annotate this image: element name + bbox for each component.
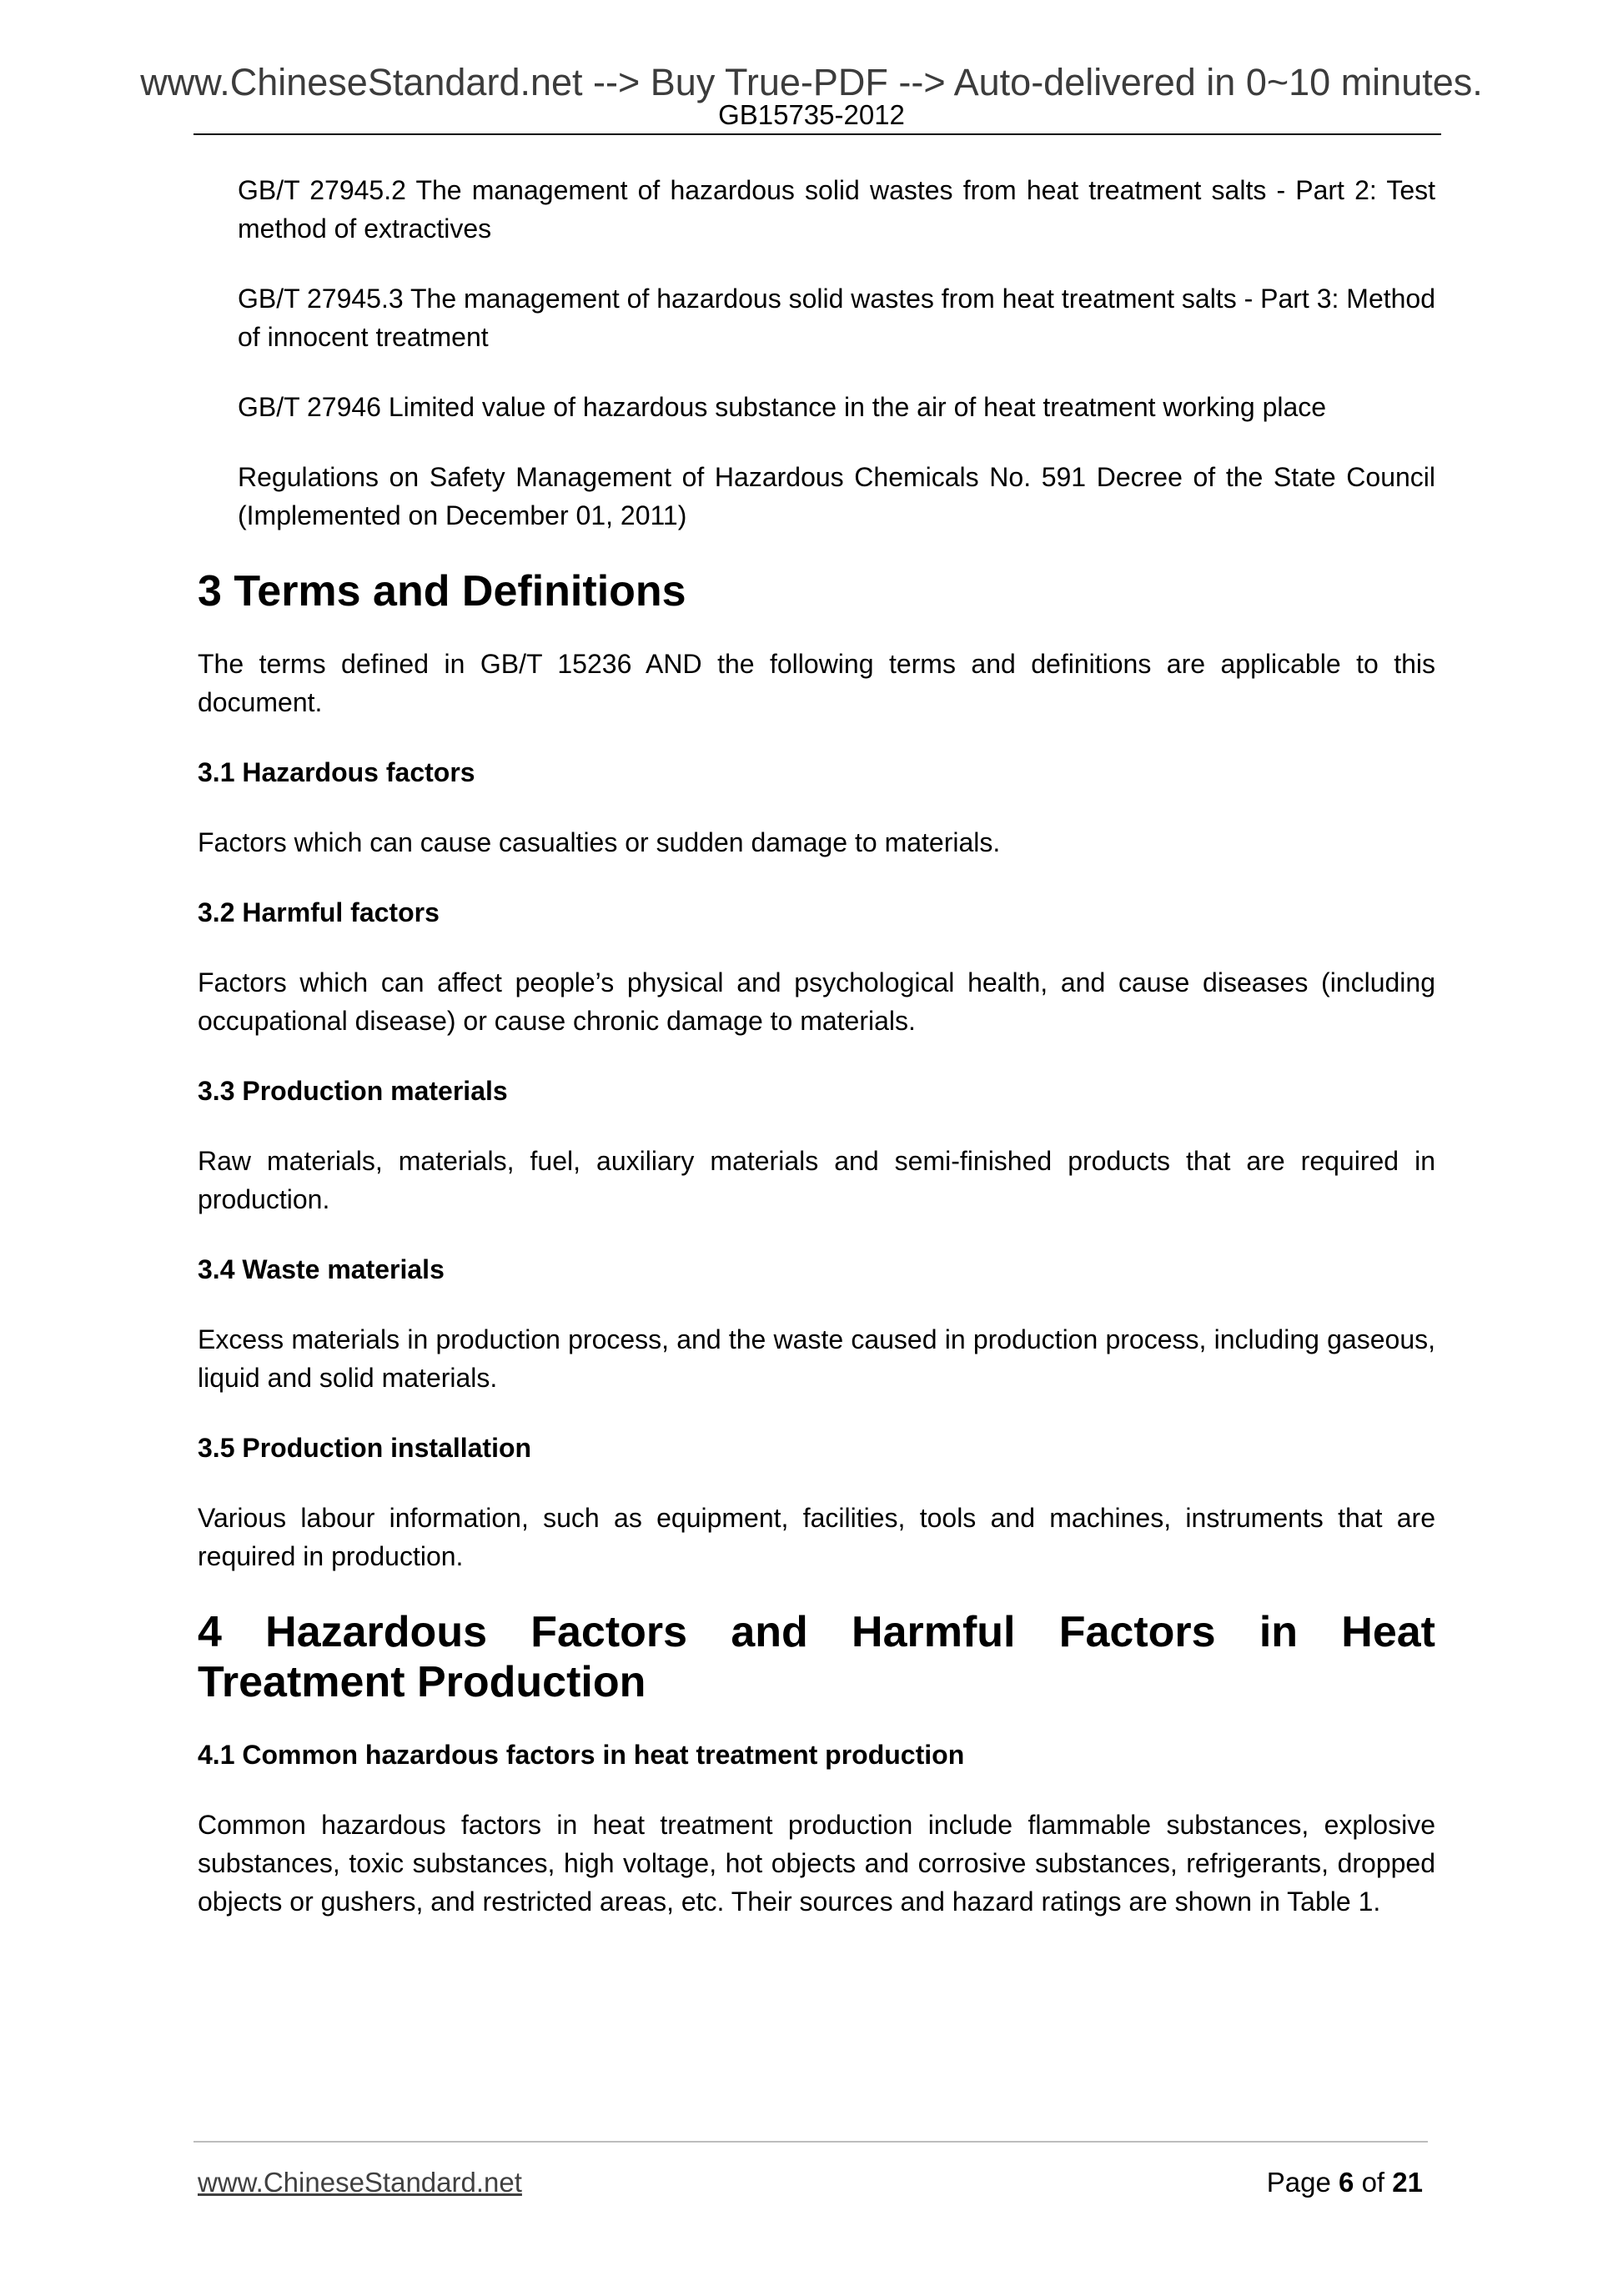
- term-definition: Factors which can cause casualties or sudden damage to materials.: [198, 827, 1001, 857]
- term-heading: 3.4 Waste materials: [198, 1254, 445, 1284]
- term-definition: Various labour information, such as equipment, facilities, tools and machines, instruments that are required in production.: [198, 1503, 1435, 1571]
- page-number: [1267, 2168, 1423, 2196]
- subsection-4-1-heading: 4.1 Common hazardous factors in heat treatment production: [198, 1740, 965, 1770]
- section-4-heading-line2: Treatment Production: [198, 1658, 646, 1706]
- term-definition: Excess materials in production process, and the waste caused in production process, including gaseous, liquid and solid materials.: [198, 1324, 1435, 1393]
- section-4-heading-line1: 4 Hazardous Factors and Harmful Factors in Heat: [198, 1608, 1435, 1656]
- term-heading: 3.2 Harmful factors: [198, 897, 440, 927]
- footer-website-link[interactable]: www.ChineseStandard.net: [198, 2167, 522, 2198]
- page-of: of: [1361, 2167, 1385, 2198]
- footer-divider: [193, 2141, 1428, 2143]
- page-content: [198, 171, 1435, 1952]
- term-heading: 3.1 Hazardous factors: [198, 757, 475, 787]
- term-definition: Factors which can affect people’s physical and psychological health, and cause diseases (including occupational disease) or cause chronic damage to materials.: [198, 967, 1435, 1036]
- section-3-heading: 3 Terms and Definitions: [198, 567, 686, 615]
- reference-item: GB/T 27945.2 The management of hazardous solid wastes from heat treatment salts - Part 2: Test method of extractives: [238, 175, 1435, 244]
- term-heading: 3.3 Production materials: [198, 1076, 508, 1106]
- reference-item: GB/T 27946 Limited value of hazardous substance in the air of heat treatment working place: [238, 392, 1327, 422]
- subsection-4-1-text: Common hazardous factors in heat treatment production include flammable substances, explosive substances, toxic substances, high voltage, hot objects and corrosive substances, refrigerants, dropped objects or gushers, and restricted areas, etc. Their sources and hazard ratings are shown in Table 1.: [198, 1810, 1435, 1917]
- page-total: 21: [1392, 2167, 1423, 2198]
- term-definition: Raw materials, materials, fuel, auxiliary materials and semi-finished products that are required in production.: [198, 1146, 1435, 1214]
- page-current: 6: [1339, 2167, 1354, 2198]
- section-3-intro: The terms defined in GB/T 15236 AND the following terms and definitions are applicable to this document.: [198, 649, 1435, 717]
- section-4-heading: [198, 1607, 1435, 1707]
- document-code: GB15735-2012: [718, 99, 905, 130]
- term-heading: 3.5 Production installation: [198, 1433, 532, 1463]
- reference-item: GB/T 27945.3 The management of hazardous solid wastes from heat treatment salts - Part 3: Method of innocent treatment: [238, 284, 1436, 352]
- page-prefix: Page: [1266, 2167, 1331, 2198]
- reference-item: Regulations on Safety Management of Hazardous Chemicals No. 591 Decree of the State Council (Implemented on December 01, 2011): [238, 462, 1435, 530]
- header-divider: [193, 133, 1441, 135]
- watermark-banner: www.ChineseStandard.net --> Buy True-PDF --> Auto-delivered in 0~10 minutes.: [140, 61, 1483, 103]
